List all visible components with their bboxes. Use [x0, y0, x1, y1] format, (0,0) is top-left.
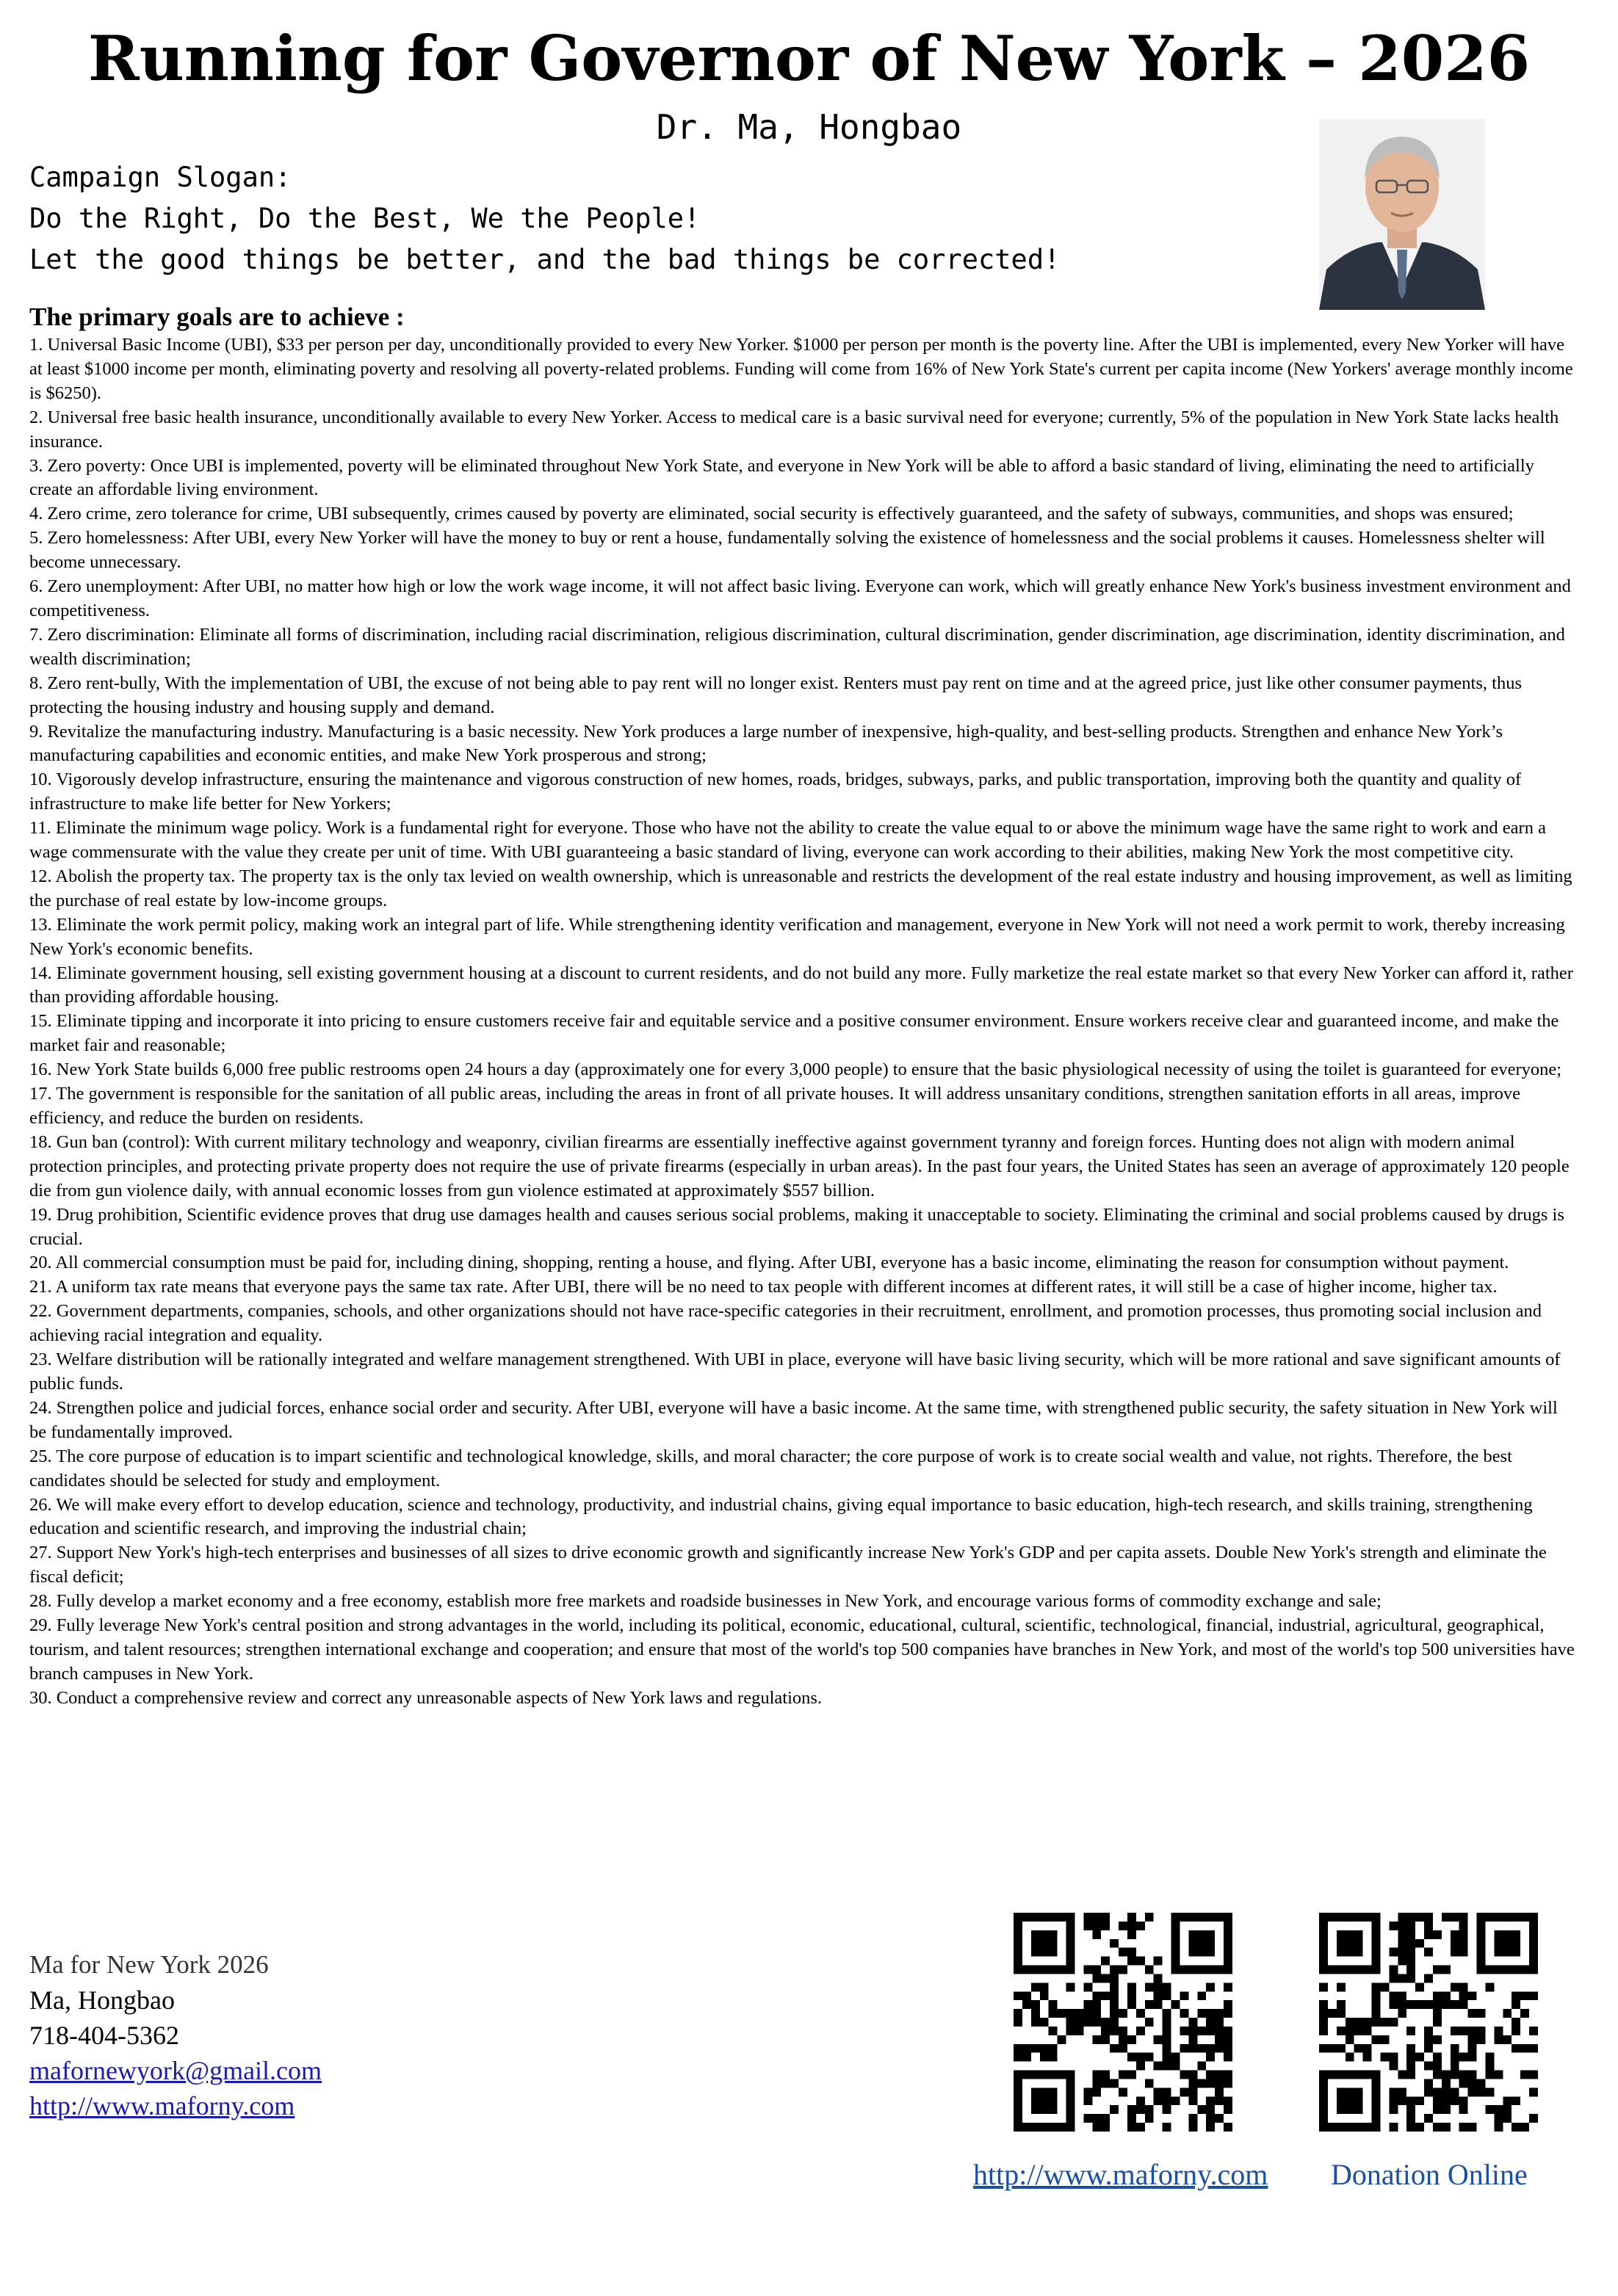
goal-item: 29. Fully leverage New York's central position and strong advantages in the world, including its political, economic, educational, cultural, scientific, technological, financial, industrial, agricultural, geographical, tourism, and talent resources; strengthen international exchange and cooperation; and ensure that most of the world's top 500 companies have branches in New York, and most of the world's top 500 universities have branch campuses in New York. — [29, 1615, 1575, 1684]
goal-item: 11. Eliminate the minimum wage policy. Work is a fundamental right for everyone. Those who have not the ability to create the value equal to or above the minimum wage have the same right to work and earn a wage commensurate with the value they create per unit of time. With UBI guaranteeing a basic standard of living, everyone can work according to their abilities, making New York the most competitive city. — [29, 818, 1546, 863]
goal-item: 13. Eliminate the work permit policy, making work an integral part of life. While strengthening identity verification and management, everyone in New York will not need a work permit to work, thereby increasing New York's economic benefits. — [29, 914, 1565, 959]
goal-item: 22. Government departments, companies, schools, and other organizations should not have race-specific categories in their recruitment, enrollment, and promotion processes, thus promoting social inclusion and achieving racial integration and equality. — [29, 1301, 1542, 1346]
contact-phone: 718-404-5362 — [29, 2021, 179, 2050]
goal-item: 21. A uniform tax rate means that everyone pays the same tax rate. After UBI, there will be no need to tax people with different incomes at different rates, it will still be a case of higher income, higher tax. — [29, 1277, 1498, 1297]
slogan-line-2: Let the good things be better, and the bad things be corrected! — [29, 244, 1061, 275]
goal-item: 9. Revitalize the manufacturing industry. Manufacturing is a basic necessity. New York produces a large number of inexpensive, high-quality, and best-selling products. Strengthen and enhance New York’s manufacturing capabilities and economic entities, and make New York prosperous and strong; — [29, 721, 1503, 766]
goal-item: 27. Support New York's high-tech enterprises and businesses of all sizes to drive economic growth and significantly increase New York's GDP and per capita assets. Double New York's strength and eliminate the fiscal deficit; — [29, 1543, 1547, 1587]
goal-item: 1. Universal Basic Income (UBI), $33 per person per day, unconditionally provided to every New Yorker. $1000 per person per month is the poverty line. After the UBI is implemented, every New Yorker will have at least $1000 income per month, eliminating poverty and resolving all poverty-related problems. Funding will come from 16% of New York State's current per capita income (New Yorkers' average monthly income is $6250). — [29, 335, 1573, 403]
donation-qr-code[interactable] — [1319, 1913, 1538, 2132]
goal-item: 4. Zero crime, zero tolerance for crime, UBI subsequently, crimes caused by poverty are eliminated, social security is effectively guaranteed, and the safety of subways, communities, and shops was ensured; — [29, 504, 1514, 524]
goal-item: 26. We will make every effort to develop education, science and technology, productivity, and industrial chains, giving equal importance to basic education, high-tech research, and skills training, strengthening education and scientific research, and improving the industrial chain; — [29, 1494, 1533, 1539]
goal-item: 10. Vigorously develop infrastructure, ensuring the maintenance and vigorous construction of new homes, roads, bridges, subways, parks, and public transportation, improving both the quantity and quality of infrastructure to make life better for New Yorkers; — [29, 769, 1522, 814]
contact-block — [29, 1947, 322, 2123]
goal-item: 23. Welfare distribution will be rationally integrated and welfare management strengthened. With UBI in place, everyone will have basic living security, which will be more rational and save significant amounts of public funds. — [29, 1350, 1561, 1394]
goals-heading: The primary goals are to achieve : — [29, 303, 405, 331]
footer-website-link[interactable]: http://www.maforny.com — [973, 2158, 1268, 2191]
goal-item: 28. Fully develop a market economy and a free economy, establish more free markets and roadside businesses in New York, and encourage various forms of commodity exchange and sale; — [29, 1591, 1382, 1612]
goal-item: 12. Abolish the property tax. The property tax is the only tax levied on wealth ownership, which is unreasonable and restricts the development of the real estate industry and housing improvement, as well as limiting the purchase of real estate by low-income groups. — [29, 866, 1572, 910]
goal-item: 18. Gun ban (control): With current military technology and weaponry, civilian firearms are essentially ineffective against government tyranny and foreign forces. Hunting does not align with modern animal protection principles, and protecting private property does not require the use of private firearms (especially in urban areas). In the past four years, the United States has seen an average of approximately 120 people die from gun violence daily, with annual economic losses from gun violence estimated at approximately $557 billion. — [29, 1131, 1570, 1200]
goal-item: 15. Eliminate tipping and incorporate it into pricing to ensure customers receive fair and equitable service and a positive consumer environment. Ensure workers receive clear and guaranteed income, and make the market fair and reasonable; — [29, 1011, 1559, 1056]
campaign-organization: Ma for New York 2026 — [29, 1950, 269, 1979]
goal-item: 5. Zero homelessness: After UBI, every New Yorker will have the money to buy or rent a house, fundamentally solving the existence of homelessness and the social problems it causes. Homelessness shelter will become unnecessary. — [29, 528, 1545, 573]
goals-list — [29, 333, 1579, 1711]
goal-item: 25. The core purpose of education is to impart scientific and technological knowledge, skills, and moral character; the core purpose of work is to create social wealth and value, not rights. Therefore, the best candidates should be selected for study and employment. — [29, 1446, 1512, 1491]
email-link[interactable]: mafornewyork@gmail.com — [29, 2056, 322, 2085]
page-title: Running for Governor of New York – 2026 — [87, 22, 1531, 95]
goal-item: 6. Zero unemployment: After UBI, no matter how high or low the work wage income, it will not affect basic living. Everyone can work, which will greatly enhance New York's business investment environment and competitiveness. — [29, 576, 1571, 620]
goal-item: 16. New York State builds 6,000 free public restrooms open 24 hours a day (approximately one for every 3,000 people) to ensure that the basic physiological necessity of using the toilet is guaranteed for everyone; — [29, 1060, 1562, 1080]
goal-item: 19. Drug prohibition, Scientific evidence proves that drug use damages health and causes serious social problems, making it unacceptable to society. Eliminating the criminal and social problems caused by drugs is crucial. — [29, 1204, 1564, 1249]
goal-item: 8. Zero rent-bully, With the implementation of UBI, the excuse of not being able to pay rent will no longer exist. Renters must pay rent on time and at the agreed price, just like other consumer payments, thus protecting the housing industry and housing supply and demand. — [29, 673, 1522, 717]
candidate-photo — [1319, 119, 1485, 310]
website-link[interactable]: http://www.maforny.com — [29, 2091, 295, 2121]
campaign-slogan — [29, 157, 1060, 280]
goal-item: 7. Zero discrimination: Eliminate all forms of discrimination, including racial discrimination, religious discrimination, cultural discrimination, gender discrimination, age discrimination, identity discrimination, and wealth discrimination; — [29, 624, 1565, 669]
goal-item: 3. Zero poverty: Once UBI is implemented, poverty will be eliminated throughout New York State, and everyone in New York will be able to afford a basic standard of living, eliminating the need to artificially create an affordable living environment. — [29, 455, 1534, 500]
goals-section — [29, 303, 1579, 1711]
candidate-portrait-image — [1319, 119, 1485, 310]
goal-item: 17. The government is responsible for the sanitation of all public areas, including the areas in front of all private houses. It will address unsanitary conditions, strengthen sanitation efforts in all areas, improve efficiency, and reduce the burden on residents. — [29, 1084, 1521, 1128]
goal-item: 30. Conduct a comprehensive review and correct any unreasonable aspects of New York laws and regulations. — [29, 1687, 823, 1708]
slogan-label: Campaign Slogan: — [29, 162, 292, 193]
contact-name: Ma, Hongbao — [29, 1985, 175, 2015]
goal-item: 24. Strengthen police and judicial forces, enhance social order and security. After UBI, everyone will have a basic income. At the same time, with strengthened public security, the safety situation in New York will be fundamentally improved. — [29, 1397, 1558, 1442]
website-qr-code[interactable] — [1014, 1913, 1232, 2132]
goal-item: 2. Universal free basic health insurance, unconditionally available to every New Yorker. Access to medical care is a basic survival need for everyone; currently, 5% of the population in New York State lacks health insurance. — [29, 407, 1559, 452]
slogan-line-1: Do the Right, Do the Best, We the People! — [29, 203, 701, 234]
donation-online-link[interactable]: Donation Online — [1331, 2158, 1528, 2191]
candidate-name: Dr. Ma, Hongbao — [656, 107, 962, 147]
goal-item: 14. Eliminate government housing, sell existing government housing at a discount to current residents, and do not build any more. Fully marketize the real estate market so that every New Yorker can afford it, rather than providing affordable housing. — [29, 963, 1573, 1007]
goal-item: 20. All commercial consumption must be paid for, including dining, shopping, renting a house, and flying. After UBI, everyone has a basic income, eliminating the reason for consumption without payment. — [29, 1253, 1509, 1273]
